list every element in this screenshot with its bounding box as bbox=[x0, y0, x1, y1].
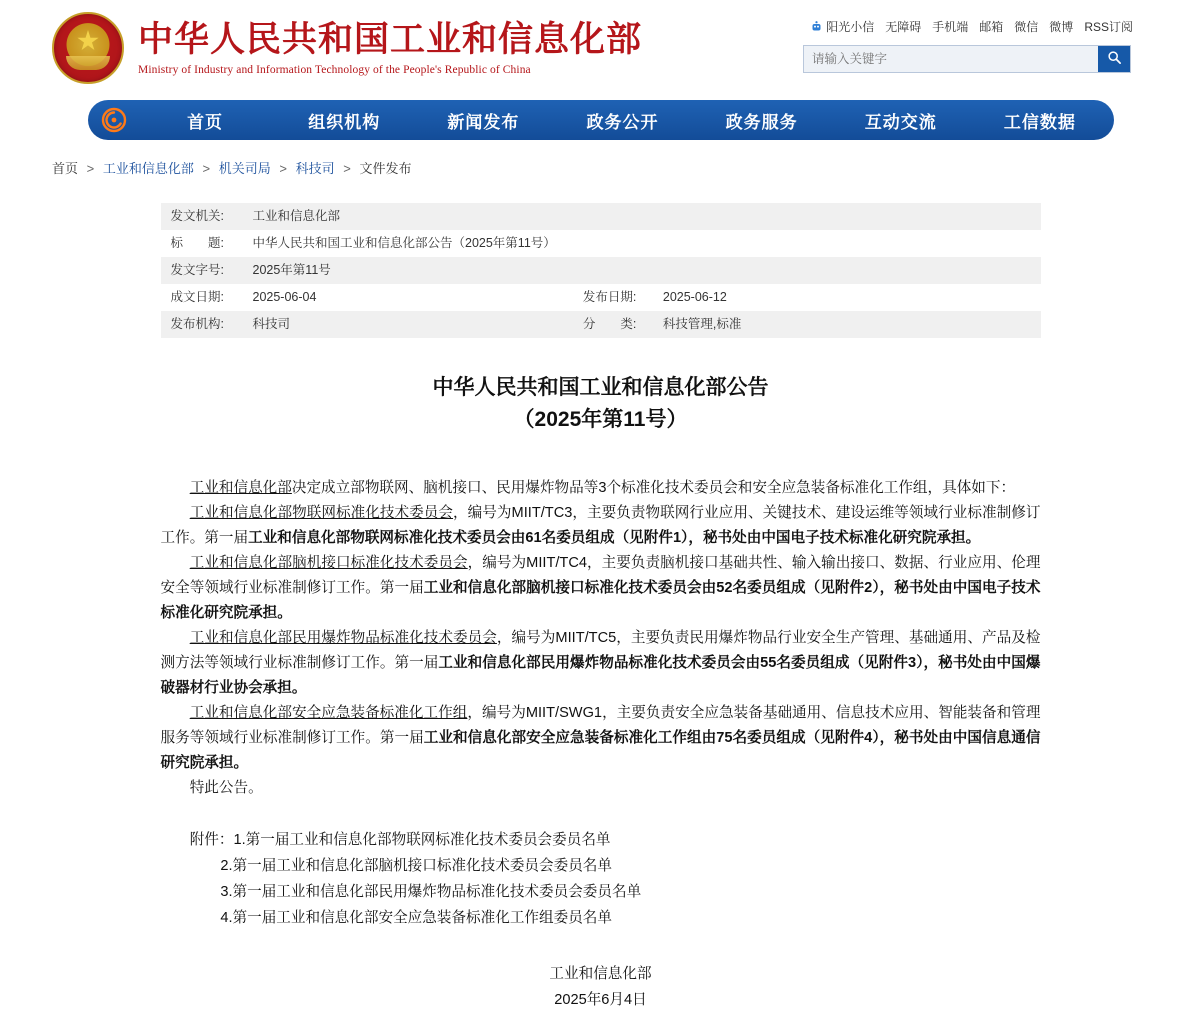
site-logo-area[interactable] bbox=[52, 12, 642, 84]
document-paragraph bbox=[161, 476, 1041, 501]
meta-value-docnumber: 2025年第11号 bbox=[243, 257, 1041, 284]
meta-value-publish-date: 2025-06-12 bbox=[662, 290, 727, 304]
document-container bbox=[161, 203, 1041, 1013]
meta-value-publisher: 科技司 bbox=[243, 311, 573, 338]
breadcrumb-separator: > bbox=[86, 161, 95, 176]
quick-link-label[interactable]: 阳光小信 bbox=[826, 19, 875, 34]
paragraph-segment: ，编号为MIIT/SWG1，主要负责安全应急装备基础通用、信息技术应用、智能装备和管理服务等领域行业标准制修订工作。第一届 bbox=[160, 705, 1041, 746]
site-title-cn: 中华人民共和国工业和信息化部 bbox=[138, 20, 643, 60]
nav-item-government-affairs[interactable]: 政务公开 bbox=[586, 112, 659, 132]
table-row bbox=[161, 284, 1041, 311]
quick-link-mail[interactable]: 邮箱 bbox=[979, 19, 1004, 34]
table-row bbox=[161, 203, 1041, 230]
search-box bbox=[803, 45, 1131, 73]
site-header bbox=[0, 0, 1201, 96]
attachment-list bbox=[161, 827, 1041, 931]
meta-label-written-date: 成文日期: bbox=[170, 290, 224, 304]
attachment-item[interactable]: 2.第一届工业和信息化部脑机接口标准化技术委员会委员名单 bbox=[220, 858, 612, 874]
quick-link-sunshine[interactable] bbox=[810, 18, 874, 35]
document-paragraph bbox=[161, 551, 1041, 626]
meta-label-publish-date: 发布日期: bbox=[582, 290, 637, 304]
breadcrumb-item-home: 首页 bbox=[52, 161, 79, 176]
paragraph-segment: 决定成立部物联网、脑机接口、民用爆炸物品等3个标准化技术委员会和安全应急装备标准化工作组，具体如下： bbox=[291, 480, 1016, 496]
national-emblem-icon bbox=[52, 12, 124, 84]
attachment-first-line bbox=[161, 827, 1041, 853]
nav-item-news[interactable]: 新闻发布 bbox=[447, 112, 520, 132]
attachment-label: 附件： bbox=[189, 832, 234, 848]
breadcrumb-item-departments[interactable]: 机关司局 bbox=[218, 161, 271, 176]
nav-item-home[interactable]: 首页 bbox=[187, 112, 224, 132]
nav-item-services[interactable]: 政务服务 bbox=[725, 112, 798, 132]
signature-date: 2025年6月4日 bbox=[554, 992, 647, 1008]
meta-label-title: 标 题: bbox=[170, 236, 224, 250]
breadcrumb-item-miit[interactable]: 工业和信息化部 bbox=[102, 161, 194, 176]
breadcrumb-separator: > bbox=[202, 161, 211, 176]
meta-value-title: 中华人民共和国工业和信息化部公告（2025年第11号） bbox=[252, 236, 556, 250]
page-title bbox=[161, 372, 1041, 436]
search-button[interactable] bbox=[1098, 46, 1130, 72]
breadcrumb-separator: > bbox=[343, 161, 351, 176]
paragraph-segment: 工业和信息化部物联网标准化技术委员会 bbox=[189, 505, 454, 521]
table-row bbox=[161, 230, 1041, 257]
table-row bbox=[161, 311, 1041, 338]
breadcrumb-item-sci-tech[interactable]: 科技司 bbox=[295, 161, 335, 176]
paragraph-segment: 工业和信息化部民用爆炸物品标准化技术委员会 bbox=[189, 630, 497, 646]
document-paragraph bbox=[161, 626, 1041, 701]
site-title-block bbox=[138, 20, 642, 75]
paragraph-segment: 工业和信息化部 bbox=[189, 480, 292, 496]
attachment-item[interactable]: 1.第一届工业和信息化部物联网标准化技术委员会委员名单 bbox=[233, 832, 611, 848]
paragraph-segment: 特此公告。 bbox=[189, 780, 263, 796]
search-input[interactable] bbox=[804, 46, 1098, 72]
robot-icon bbox=[810, 20, 823, 33]
quick-link-mobile[interactable]: 手机端 bbox=[932, 19, 969, 34]
site-title-en: Ministry of Industry and Information Technology of the People's Republic of China bbox=[138, 63, 531, 76]
document-paragraph bbox=[161, 501, 1041, 551]
meta-label-publisher: 发布机构: bbox=[161, 311, 243, 338]
paragraph-segment: ，编号为MIIT/TC5，主要负责民用爆炸物品行业安全生产管理、基础通用、产品及检测方法等领域行业标准制修订工作。第一届 bbox=[160, 630, 1041, 671]
quick-links bbox=[803, 18, 1133, 34]
meta-label-docnumber: 发文字号: bbox=[161, 257, 243, 284]
nav-item-organization[interactable]: 组织机构 bbox=[308, 112, 381, 132]
meta-label-issuer: 发文机关: bbox=[161, 203, 243, 230]
document-paragraph bbox=[161, 776, 1041, 801]
document-meta-table bbox=[161, 203, 1041, 338]
quick-link-accessibility[interactable]: 无障碍 bbox=[885, 19, 922, 34]
signature-block bbox=[161, 961, 1041, 1013]
paragraph-segment: 工业和信息化部物联网标准化技术委员会由61名委员组成（见附件1），秘书处由中国电子技术标准化研究院承担。 bbox=[248, 530, 981, 546]
quick-link-wechat[interactable]: 微信 bbox=[1014, 19, 1039, 34]
document-paragraph bbox=[161, 701, 1041, 776]
page-title-line2: （2025年第11号） bbox=[513, 408, 688, 431]
nav-item-interaction[interactable]: 互动交流 bbox=[864, 112, 937, 132]
table-row bbox=[161, 257, 1041, 284]
attachment-item[interactable]: 3.第一届工业和信息化部民用爆炸物品标准化技术委员会委员名单 bbox=[220, 884, 642, 900]
page-title-line1: 中华人民共和国工业和信息化部公告 bbox=[432, 376, 769, 399]
main-nav bbox=[88, 100, 1114, 140]
meta-value-category: 科技管理,标准 bbox=[653, 311, 1041, 338]
breadcrumb bbox=[52, 158, 1201, 177]
attachment-item[interactable]: 4.第一届工业和信息化部安全应急装备标准化工作组委员名单 bbox=[220, 910, 612, 926]
paragraph-segment: 工业和信息化部脑机接口标准化技术委员会由52名委员组成（见附件2），秘书处由中国电子技术标准化研究院承担。 bbox=[160, 580, 1041, 621]
paragraph-segment: ，编号为MIIT/TC3，主要负责物联网行业应用、关键技术、建设运维等领域行业标准制修订工作。第一届 bbox=[160, 505, 1041, 546]
quick-link-rss[interactable]: RSS订阅 bbox=[1084, 19, 1133, 34]
paragraph-segment: 工业和信息化部安全应急装备标准化工作组 bbox=[189, 705, 468, 721]
breadcrumb-item-documents: 文件发布 bbox=[359, 161, 412, 176]
site-logo-icon[interactable] bbox=[92, 107, 136, 133]
search-icon bbox=[1107, 50, 1122, 68]
breadcrumb-separator: > bbox=[279, 161, 287, 176]
nav-item-data[interactable]: 工信数据 bbox=[1003, 112, 1076, 132]
meta-value-issuer: 工业和信息化部 bbox=[243, 203, 1041, 230]
meta-label-category: 分 类: bbox=[573, 311, 653, 338]
paragraph-segment: 工业和信息化部脑机接口标准化技术委员会 bbox=[189, 555, 468, 571]
signature-org: 工业和信息化部 bbox=[549, 966, 652, 982]
meta-value-written-date: 2025-06-04 bbox=[252, 290, 317, 304]
paragraph-segment: 工业和信息化部民用爆炸物品标准化技术委员会由55名委员组成（见附件3），秘书处由中国爆破器材行业协会承担。 bbox=[160, 655, 1041, 696]
quick-link-weibo[interactable]: 微博 bbox=[1049, 19, 1074, 34]
header-right bbox=[803, 18, 1133, 73]
document-body bbox=[161, 476, 1041, 801]
paragraph-segment: 工业和信息化部安全应急装备标准化工作组由75名委员组成（见附件4），秘书处由中国信息通信研究院承担。 bbox=[160, 730, 1041, 771]
paragraph-segment: ，编号为MIIT/TC4，主要负责脑机接口基础共性、输入输出接口、数据、行业应用、伦理安全等领域行业标准制修订工作。第一届 bbox=[160, 555, 1041, 596]
